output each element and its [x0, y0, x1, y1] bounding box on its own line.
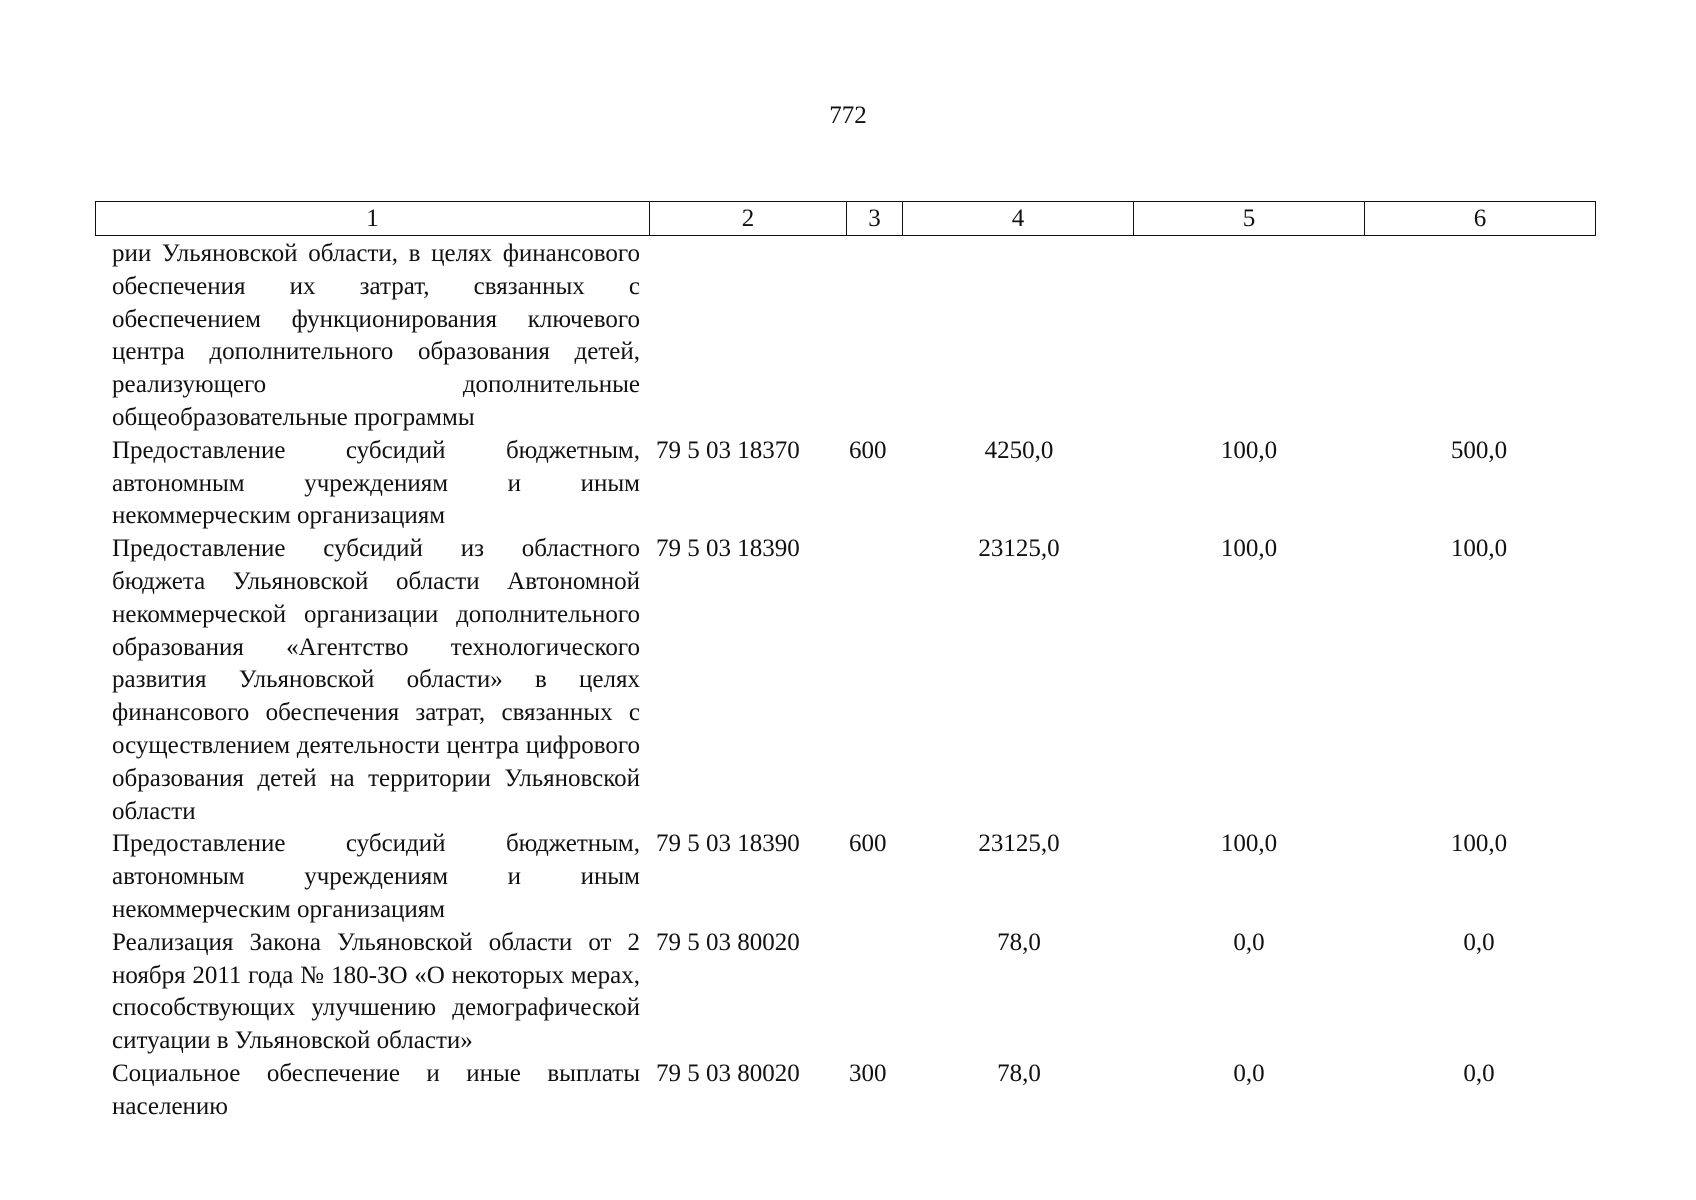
- table-body: [95, 238, 1595, 1124]
- row-value-6: 0,0: [1463, 928, 1495, 956]
- column-header-1: 1: [96, 202, 650, 236]
- row-description: Социальное обеспечение и иные выплаты населению: [112, 1059, 640, 1120]
- row-code: 79 5 03 18390: [656, 535, 800, 563]
- row-description: Предоставление субсидий бюджетным, автономным учреждениям и иным некоммерческим организациям: [112, 830, 640, 923]
- table-row: [95, 533, 1595, 828]
- row-description: Реализация Закона Ульяновской области от 2 ноября 2011 года № 180-ЗО «О некоторых мерах, способствующих улучшению демографической ситуации в Ульяновской области»: [112, 928, 640, 1055]
- row-type: 600: [849, 436, 887, 464]
- row-code: 79 5 03 80020: [656, 1059, 800, 1087]
- row-value-6: 100,0: [1450, 830, 1508, 858]
- table-row: [95, 435, 1595, 533]
- column-header-2: 2: [650, 202, 847, 236]
- row-description: рии Ульяновской области, в целях финансового обеспечения их затрат, связанных с обеспечением функционирования ключевого центра дополнительного образования детей, реализующего дополнительные общеобразовательные программы: [112, 240, 640, 431]
- column-header-3: 3: [847, 202, 903, 236]
- row-value-4: 4250,0: [984, 436, 1054, 464]
- row-description: Предоставление субсидий из областного бюджета Ульяновской области Автономной некоммерческой организации дополнительного образования «Агентство технологического развития Ульяновской области» в целях финансового обеспечения затрат, связанных с осуществлением деятельности центра цифрового образования детей на территории Ульяновской области: [112, 535, 640, 825]
- row-description: Предоставление субсидий бюджетным, автономным учреждениям и иным некоммерческим организациям: [112, 436, 640, 530]
- row-type: 600: [849, 830, 887, 858]
- row-value-4: 23125,0: [978, 830, 1060, 858]
- column-header-4: 4: [903, 202, 1134, 236]
- column-header-6: 6: [1365, 202, 1596, 236]
- column-header-5: 5: [1134, 202, 1365, 236]
- row-value-6: 500,0: [1450, 436, 1508, 464]
- row-value-4: 78,0: [997, 928, 1041, 956]
- table-row: [95, 238, 1595, 435]
- row-value-5: 100,0: [1220, 535, 1278, 563]
- row-value-5: 0,0: [1233, 928, 1265, 956]
- table-row: [95, 927, 1595, 1058]
- row-code: 79 5 03 18370: [656, 436, 800, 464]
- table-row: [95, 828, 1595, 926]
- column-header-row: [96, 202, 1596, 236]
- row-value-4: 78,0: [997, 1059, 1041, 1087]
- page-number: 772: [829, 102, 867, 129]
- row-code: 79 5 03 80020: [656, 928, 800, 956]
- row-value-5: 0,0: [1233, 1059, 1265, 1087]
- column-header-table: [95, 201, 1596, 236]
- row-value-5: 100,0: [1220, 830, 1278, 858]
- row-value-4: 23125,0: [978, 535, 1060, 563]
- row-type: 300: [849, 1059, 887, 1087]
- row-value-6: 0,0: [1463, 1059, 1495, 1087]
- row-code: 79 5 03 18390: [656, 830, 800, 858]
- row-value-6: 100,0: [1450, 535, 1508, 563]
- table-row: [95, 1058, 1595, 1124]
- row-value-5: 100,0: [1220, 436, 1278, 464]
